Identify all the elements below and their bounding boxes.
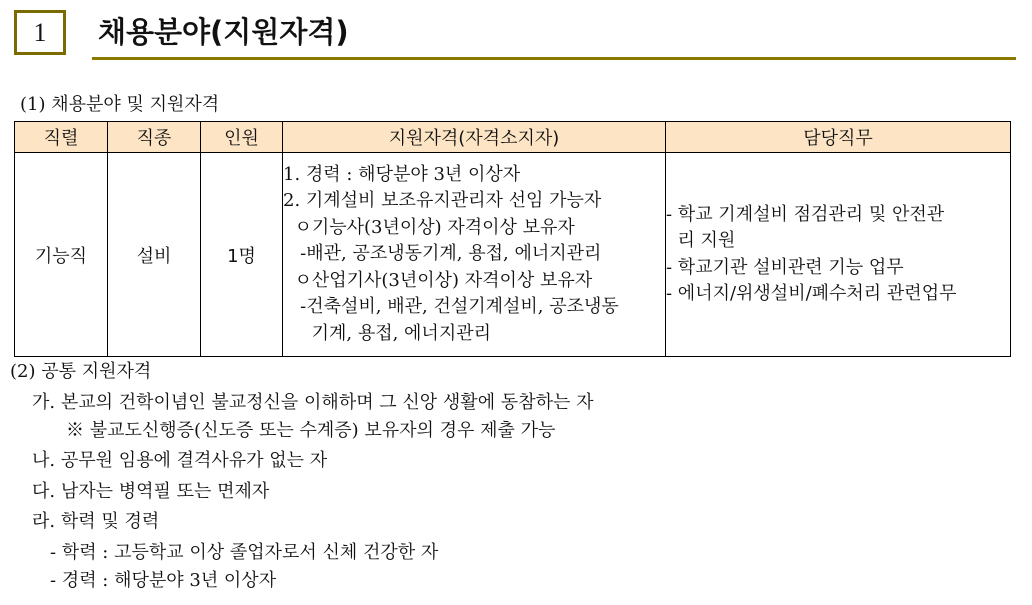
duty-line: - 에너지/위생설비/폐수처리 관련업무 — [666, 283, 957, 304]
duty-line: 리 지원 — [666, 230, 736, 251]
cell-qualifications — [283, 153, 666, 357]
duty-line: - 학교기관 설비관련 기능 업무 — [666, 256, 904, 278]
header-type: 직종 — [108, 122, 201, 153]
section-underline — [92, 57, 1016, 60]
qualification-line: -배관, 공조냉동기계, 용접, 에너지관리 — [283, 243, 602, 265]
common-note: ※ 불교도신행증(신도증 또는 수계증) 보유자의 경우 제출 가능 — [66, 420, 556, 441]
recruitment-table — [14, 121, 1011, 357]
common-education: - 학력 : 고등학교 이상 졸업자로서 신체 건강한 자 — [50, 542, 439, 563]
qualification-line: 기계, 용접, 에너지관리 — [283, 322, 491, 344]
common-item-na: 나. 공무원 임용에 결격사유가 없는 자 — [32, 450, 328, 471]
qualification-line: 1. 경력 : 해당분야 3년 이상자 — [283, 163, 521, 185]
duty-line: - 학교 기계설비 점검관리 및 안전관 — [666, 203, 945, 225]
qualification-line: ㅇ기능사(3년이상) 자격이상 보유자 — [283, 216, 575, 238]
table-header-row — [15, 122, 1011, 153]
cell-type: 설비 — [108, 153, 201, 357]
qualification-line: 2. 기계설비 보조유지관리자 선임 가능자 — [283, 190, 602, 212]
header-count: 인원 — [201, 122, 283, 153]
section-title: 채용분야(지원자격) — [98, 15, 349, 49]
common-experience: - 경력 : 해당분야 3년 이상자 — [50, 570, 277, 591]
common-item-ga: 가. 본교의 건학이념인 불교정신을 이해하며 그 신앙 생활에 동참하는 자 — [32, 392, 594, 413]
cell-duties — [666, 153, 1011, 357]
header-duties: 담당직무 — [666, 122, 1011, 153]
table-row — [15, 153, 1011, 357]
section-number: 1 — [33, 17, 47, 47]
header-qualifications: 지원자격(자격소지자) — [283, 122, 666, 153]
header-series: 직렬 — [15, 122, 108, 153]
section-number-box — [14, 10, 66, 55]
common-item-da: 다. 남자는 병역필 또는 면제자 — [32, 481, 270, 502]
qualification-line: -건축설비, 배관, 건설기계설비, 공조냉동 — [283, 296, 619, 318]
subsection-heading-recruitment: (1) 채용분야 및 지원자격 — [20, 94, 220, 115]
qualification-line: ㅇ산업기사(3년이상) 자격이상 보유자 — [283, 269, 593, 291]
subsection-heading-common: (2) 공통 지원자격 — [10, 361, 152, 382]
common-item-ra: 라. 학력 및 경력 — [32, 511, 160, 532]
cell-count: 1명 — [201, 153, 283, 357]
cell-series: 기능직 — [15, 153, 108, 357]
